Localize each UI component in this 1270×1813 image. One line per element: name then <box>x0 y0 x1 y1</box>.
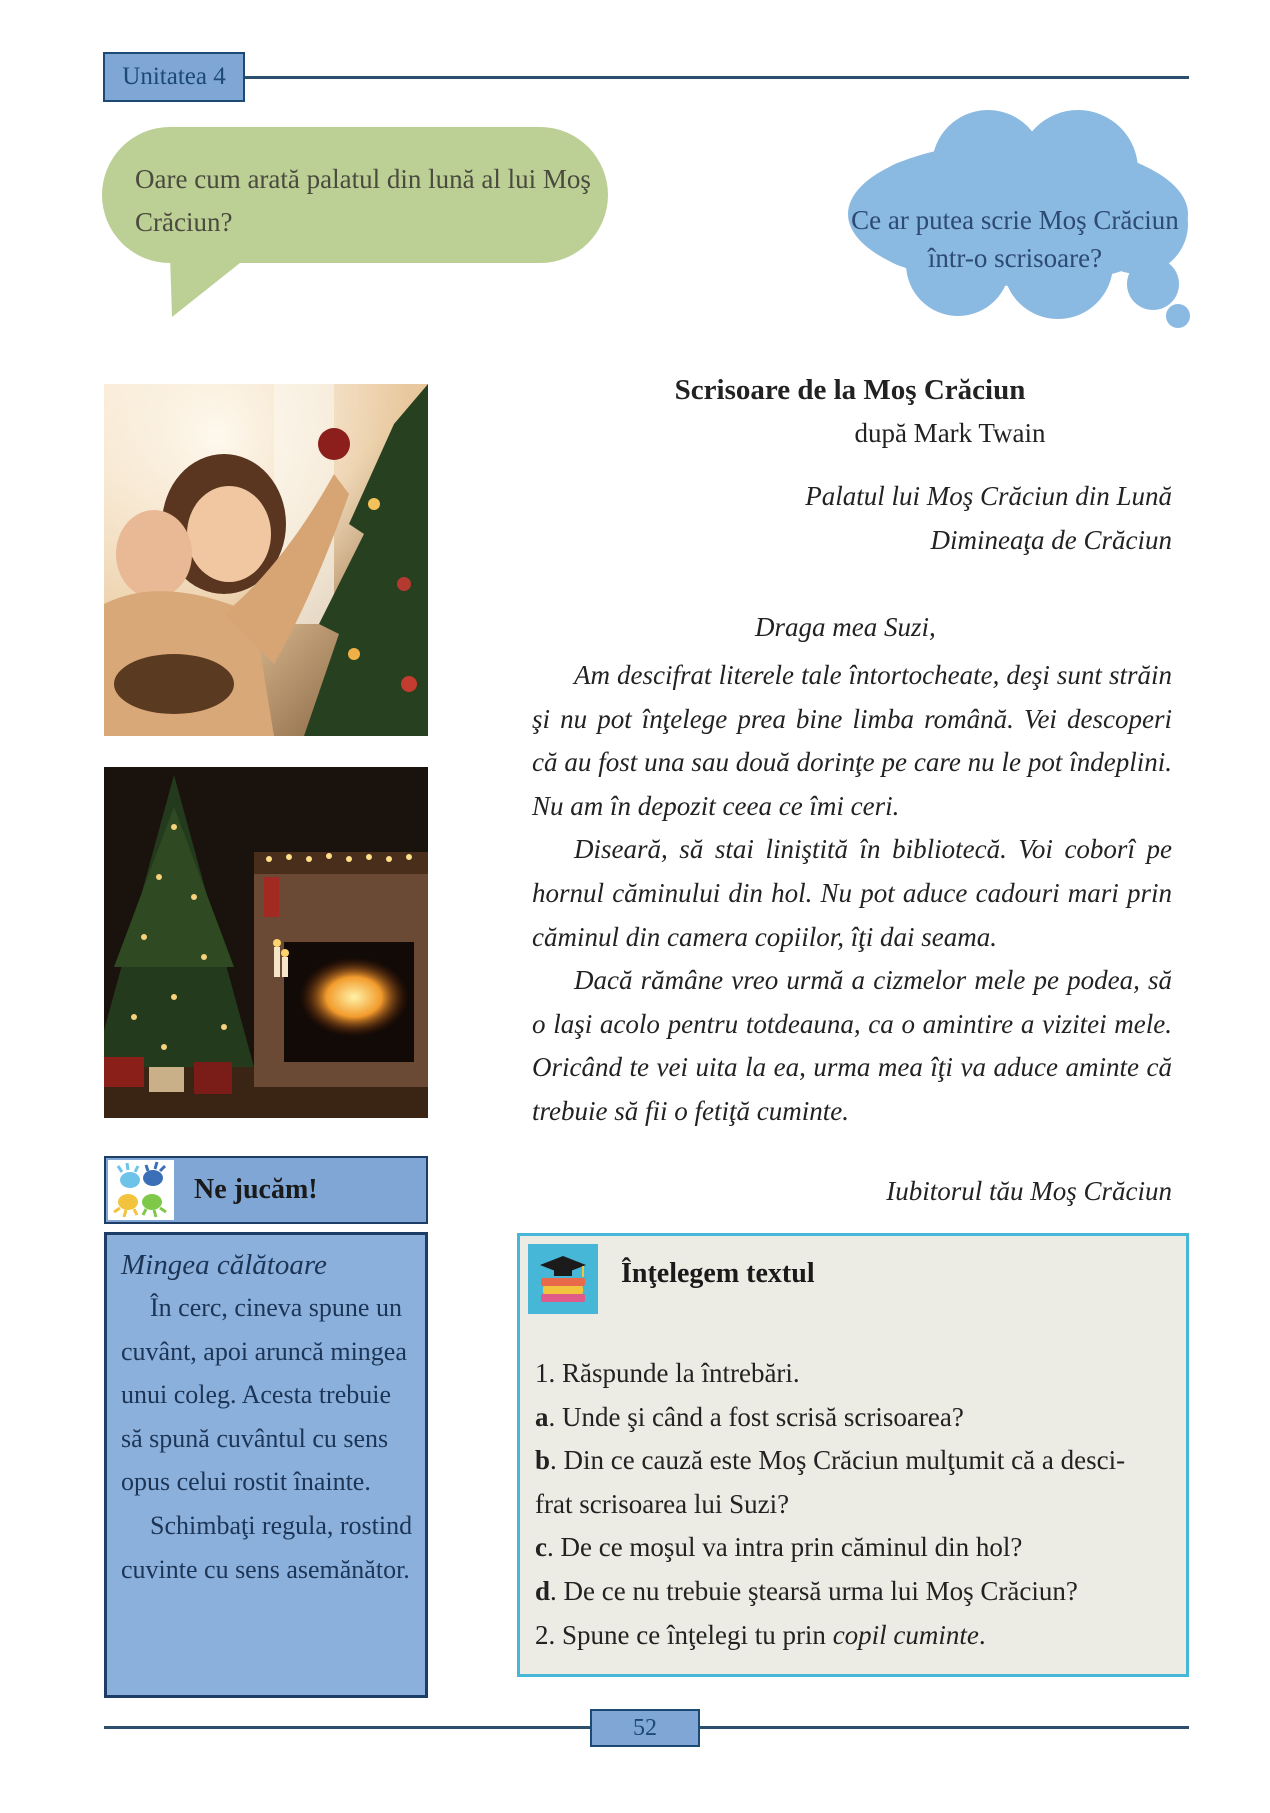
question-2 <box>535 1614 1175 1658</box>
letter-body <box>532 654 1172 1134</box>
question-emphasis: copil cuminte <box>832 1619 979 1650</box>
speech-bubble-text: Oare cum arată palatul din lună al lui Moş Crăciun? <box>135 164 591 237</box>
unit-label: Unitatea 4 <box>103 52 245 102</box>
question-1d <box>535 1570 1175 1614</box>
thought-cloud-text: Ce ar putea scrie Moş Crăciun într-o scrisoare? <box>851 205 1179 273</box>
question-list <box>535 1352 1175 1657</box>
story-author: după Mark Twain <box>854 418 1046 448</box>
question-letter: d <box>535 1575 551 1606</box>
game-rule-paragraph: În cerc, cineva spune un cuvânt, apoi aruncă mingea unui coleg. Acesta trebuie să spună cuvântul cu sens opus celui rostit înainte. <box>121 1293 407 1497</box>
question-letter: b <box>535 1445 551 1476</box>
story-title: Scrisoare de la Moş Crăciun <box>674 374 1026 406</box>
hands-icon <box>108 1160 174 1220</box>
letter-paragraph: Diseară, să stai liniştită în bibliotecă. Voi coborî pe hornul căminului din hol. Nu pot aduce cadouri mari prin căminul din camera copiilor, îţi dai seama. <box>532 834 1172 952</box>
question-text: . Unde şi când a fost scrisă scrisoarea? <box>548 1401 964 1432</box>
letter-place: Palatul lui Moş Crăciun din Lună <box>805 481 1172 511</box>
question-1c <box>535 1526 1175 1570</box>
game-name: Mingea călătoare <box>121 1249 327 1281</box>
speech-bubble-tail <box>170 255 250 317</box>
comprehension-title: Înţelegem textul <box>621 1258 815 1289</box>
page-number: 52 <box>590 1709 700 1747</box>
question-text-end: . <box>978 1619 986 1650</box>
game-variant-paragraph: Schimbaţi regula, rostind cuvinte cu sens asemănător. <box>121 1510 413 1584</box>
question-letter: c <box>535 1532 547 1563</box>
question-text: . De ce nu trebuie ştearsă urma lui Moş Crăciun? <box>550 1575 1078 1606</box>
question-text: 2. Spune ce înţelegi tu prin <box>535 1619 833 1650</box>
books-graduation-cap-icon <box>528 1244 598 1314</box>
question-text: . De ce moşul va intra prin căminul din hol? <box>546 1532 1023 1563</box>
photo-mother-child-decorating-tree <box>104 384 428 736</box>
letter-paragraph: Am descifrat literele tale întortocheate, deşi sunt străin şi nu pot înţelege prea bine limba română. Vei descoperi că au fost una sau două dorinţe pe care nu le pot îndeplini. Nu am în depozit ceea ce îmi ceri. <box>532 660 1172 821</box>
question-1b <box>535 1439 1175 1483</box>
question-text: . Din ce cauză este Moş Crăciun mulţumit că a desci- <box>550 1445 1126 1476</box>
letter-greeting: Draga mea Suzi, <box>755 612 936 642</box>
question-1a <box>535 1396 1175 1440</box>
question-letter: a <box>535 1401 549 1432</box>
letter-signature: Iubitorul tău Moş Crăciun <box>886 1176 1172 1206</box>
game-instructions-box <box>104 1232 428 1698</box>
header-rule <box>245 76 1189 79</box>
letter-paragraph: Dacă rămâne vreo urmă a cizmelor mele pe podea, să o laşi acolo pentru totdeauna, ca o amintire a vizitei mele. Oricând te vei uita la ea, urma mea îţi va aduce aminte că trebuie să fii o fetiţă cuminte. <box>532 965 1172 1126</box>
question-1b-continued: frat scrisoarea lui Suzi? <box>535 1488 790 1519</box>
question-1: 1. Răspunde la întrebări. <box>535 1358 800 1388</box>
game-section-header <box>104 1156 428 1224</box>
comprehension-box <box>517 1233 1189 1677</box>
game-section-title: Ne jucăm! <box>194 1174 318 1205</box>
photo-christmas-tree-fireplace <box>104 767 428 1118</box>
letter-date: Dimineaţa de Crăciun <box>930 525 1172 555</box>
